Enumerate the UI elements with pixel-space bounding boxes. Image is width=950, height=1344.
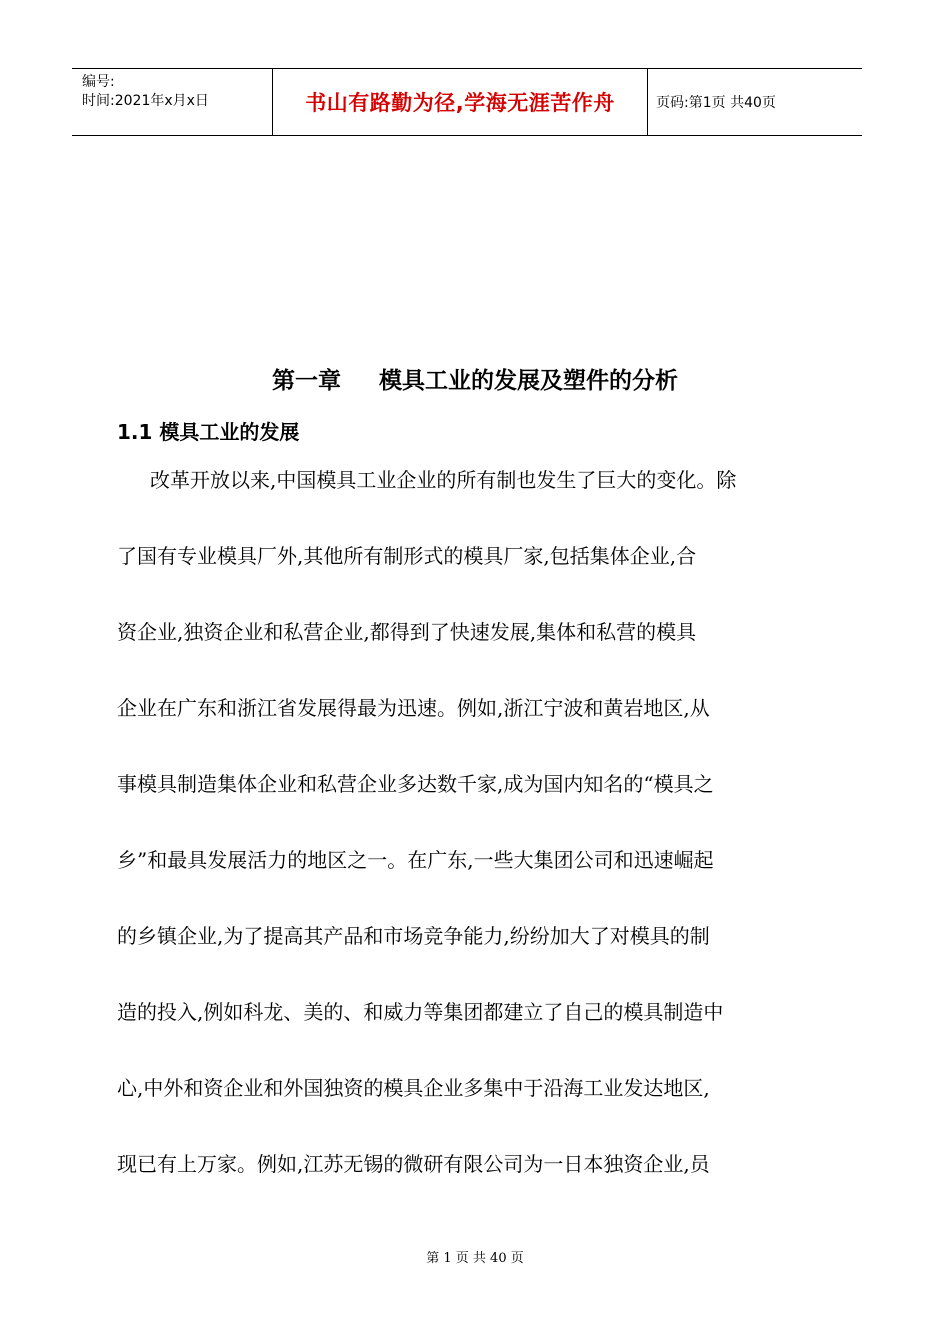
chapter-name: 模具工业的发展及塑件的分析 [379, 368, 678, 394]
paragraph-line: 了国有专业模具厂外,其他所有制形式的模具厂家,包括集体企业,合 [117, 544, 697, 568]
paragraph-line: 心,中外和资企业和外国独资的模具企业多集中于沿海工业发达地区, [117, 1076, 710, 1100]
paragraph-line: 的乡镇企业,为了提高其产品和市场竞争能力,纷纷加大了对模具的制 [117, 924, 710, 948]
header-meta [72, 69, 273, 135]
section-title: 1.1 模具工业的发展 [117, 420, 300, 444]
chapter-title [0, 362, 950, 395]
paragraph-line: 改革开放以来,中国模具工业企业的所有制也发生了巨大的变化。除 [150, 468, 737, 492]
time-label: 时间:2021年x月x日 [82, 93, 209, 109]
paragraph-line: 造的投入,例如科龙、美的、和威力等集团都建立了自己的模具制造中 [117, 1000, 724, 1024]
paragraph-line: 企业在广东和浙江省发展得最为迅速。例如,浙江宁波和黄岩地区,从 [117, 696, 710, 720]
header-page-info: 页码:第1页 共40页 [656, 95, 776, 111]
paragraph-line: 现已有上万家。例如,江苏无锡的微研有限公司为一日本独资企业,员 [117, 1152, 710, 1176]
chapter-number: 第一章 [272, 368, 341, 394]
paragraph-line: 事模具制造集体企业和私营企业多达数千家,成为国内知名的“模具之 [117, 772, 714, 796]
paragraph-line: 资企业,独资企业和私营企业,都得到了快速发展,集体和私营的模具 [117, 620, 697, 644]
header-motto: 书山有路勤为径,学海无涯苦作舟 [273, 69, 648, 135]
page-footer: 第 1 页 共 40 页 [426, 1251, 524, 1266]
number-label: 编号: [82, 74, 115, 90]
paragraph-line: 乡”和最具发展活力的地区之一。在广东,一些大集团公司和迅速崛起 [117, 848, 714, 872]
body-paragraph [117, 452, 817, 1212]
page-header [72, 68, 862, 136]
